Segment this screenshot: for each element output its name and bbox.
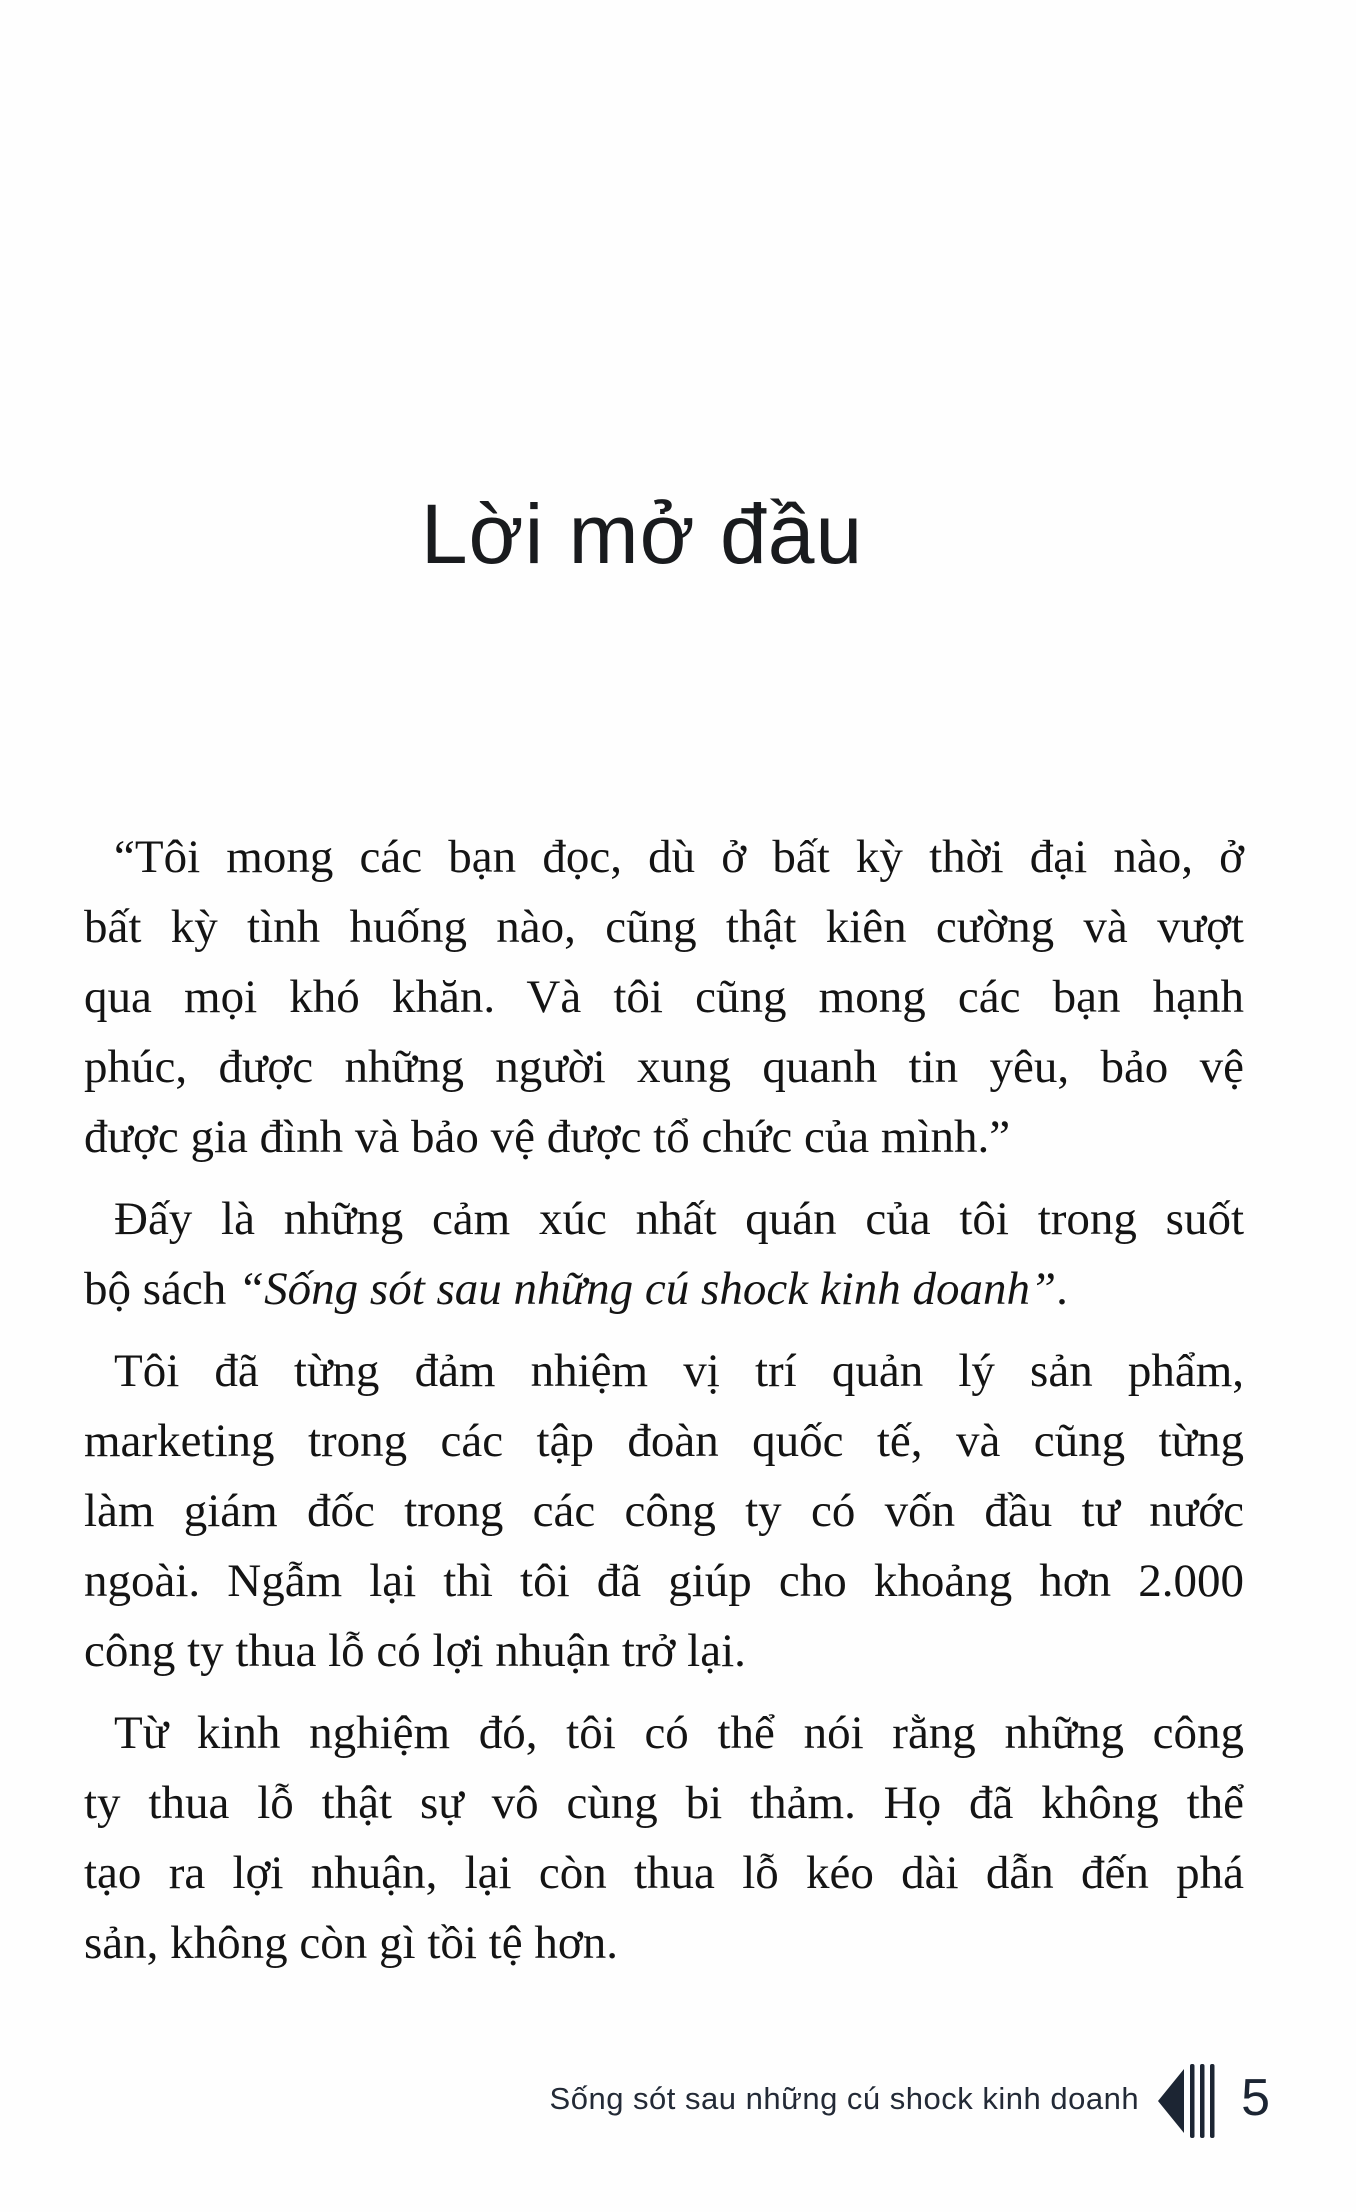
text-line: Từ kinh nghiệm đó, tôi có thể nói rằng những công	[114, 1707, 1244, 1759]
page-number: 5	[1241, 2069, 1270, 2127]
text-line: phúc, được những người xung quanh tin yêu, bảo vệ	[84, 1041, 1244, 1093]
text-line: ty thua lỗ thật sự vô cùng bi thảm. Họ đã không thể	[84, 1777, 1244, 1829]
text-line: sản, không còn gì tồi tệ hơn.	[84, 1917, 618, 1969]
paragraph	[84, 822, 1244, 1172]
paragraph	[84, 1336, 1244, 1686]
page-footer	[550, 2062, 1270, 2140]
text-line: bộ sách “Sống sót sau những cú shock kinh doanh”.	[84, 1263, 1068, 1315]
text-line: được gia đình và bảo vệ được tổ chức của mình.”	[84, 1111, 1011, 1163]
paragraph	[84, 1184, 1244, 1324]
text-line: marketing trong các tập đoàn quốc tế, và cũng từng	[84, 1415, 1244, 1467]
text-line: ngoài. Ngẫm lại thì tôi đã giúp cho khoảng hơn 2.000	[84, 1555, 1244, 1607]
book-spine-icon	[1157, 2064, 1219, 2138]
text-line: công ty thua lỗ có lợi nhuận trở lại.	[84, 1625, 746, 1677]
text-line: Tôi đã từng đảm nhiệm vị trí quản lý sản phẩm,	[114, 1345, 1244, 1397]
text-line: tạo ra lợi nhuận, lại còn thua lỗ kéo dài dẫn đến phá	[84, 1847, 1244, 1899]
text-line: làm giám đốc trong các công ty có vốn đầu tư nước	[84, 1485, 1244, 1537]
text-line: bất kỳ tình huống nào, cũng thật kiên cường và vượt	[84, 901, 1244, 953]
running-title: Sống sót sau những cú shock kinh doanh	[549, 2081, 1140, 2116]
paragraph	[84, 1698, 1244, 1978]
chapter-title: Lời mở đầu	[420, 487, 864, 581]
text-line: “Tôi mong các bạn đọc, dù ở bất kỳ thời đại nào, ở	[114, 831, 1244, 883]
text-line: qua mọi khó khăn. Và tôi cũng mong các bạn hạnh	[84, 971, 1244, 1023]
text-line: Đấy là những cảm xúc nhất quán của tôi trong suốt	[114, 1193, 1244, 1245]
body-text	[84, 822, 1244, 1990]
